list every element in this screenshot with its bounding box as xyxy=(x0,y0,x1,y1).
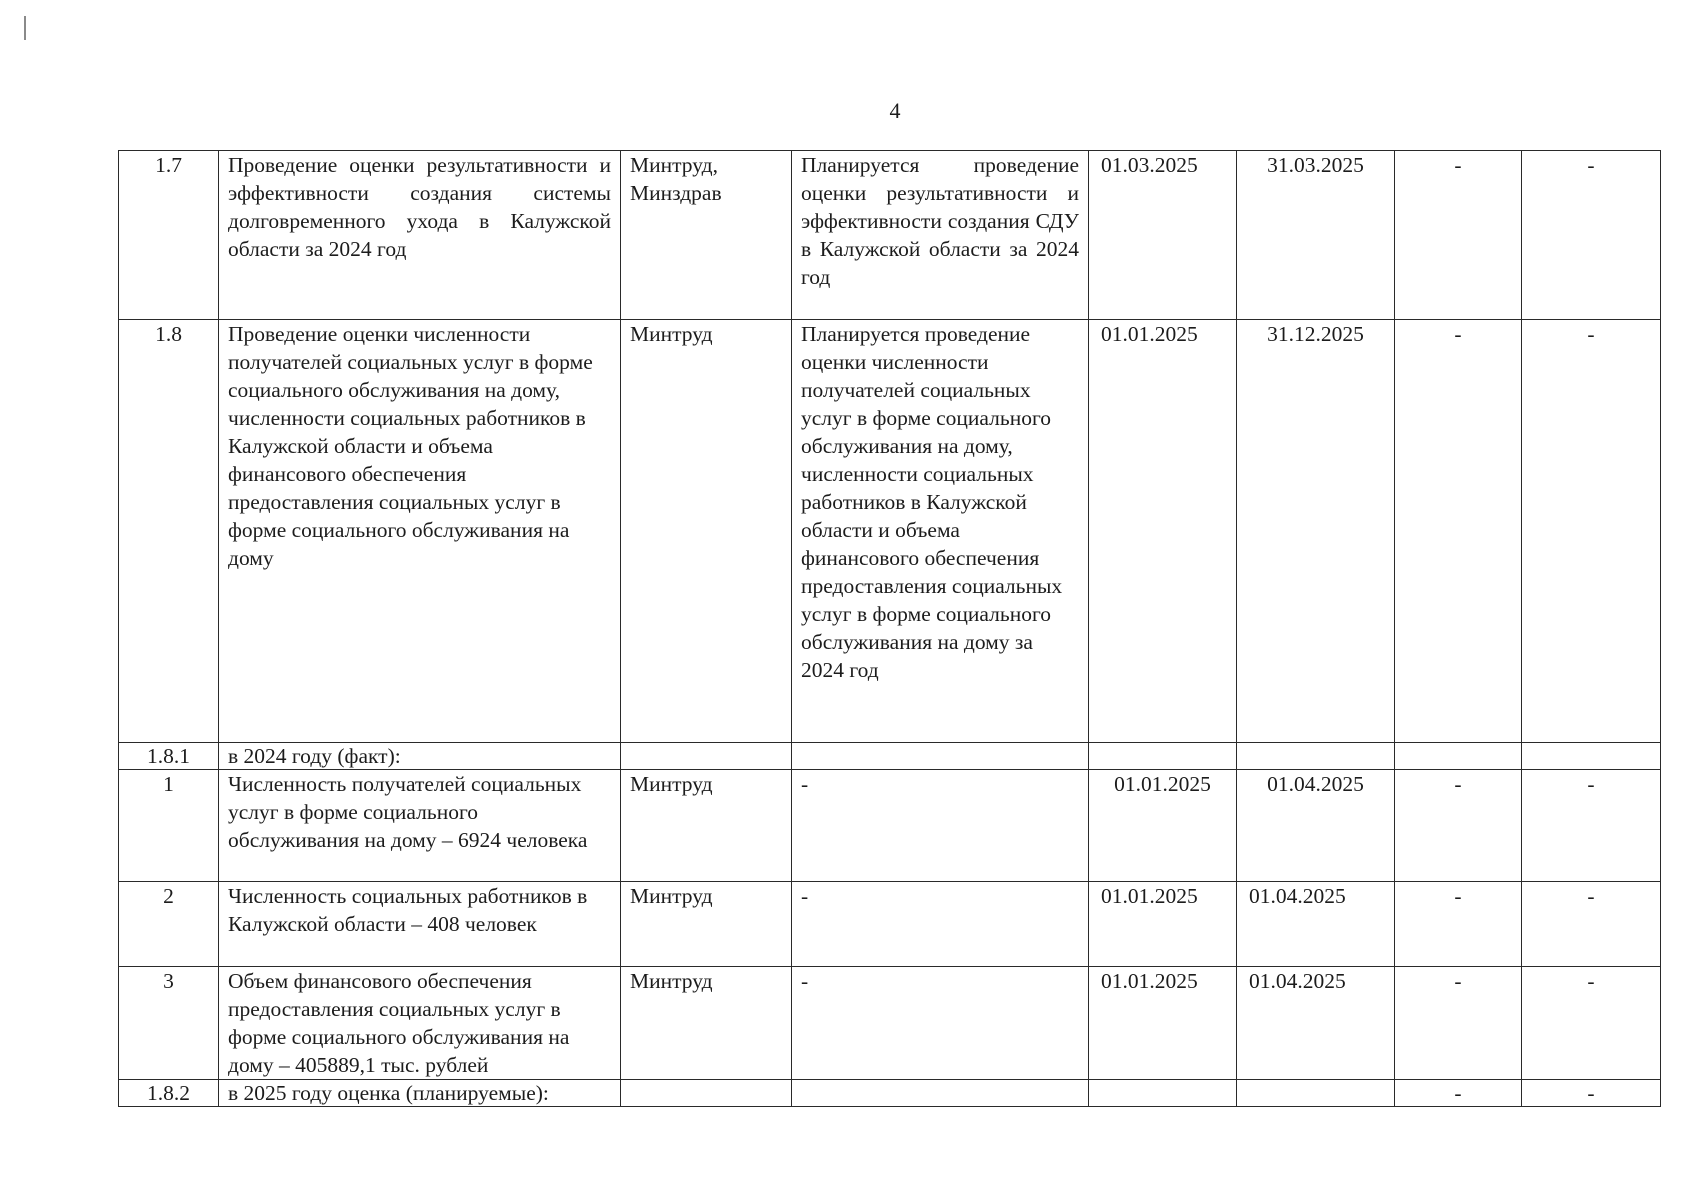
scan-artifact-mark xyxy=(24,16,26,40)
start-date-cell xyxy=(1089,1080,1237,1107)
event-cell: Объем финансового обеспечения предоставления социальных услуг в форме социального обслуживания на дому – 405889,1 тыс. рублей xyxy=(219,967,621,1080)
row-number: 1 xyxy=(119,770,219,882)
result-cell: - xyxy=(792,967,1089,1080)
result-cell: - xyxy=(792,882,1089,967)
event-cell: в 2024 году (факт): xyxy=(219,743,621,770)
start-date-cell: 01.01.2025 xyxy=(1089,882,1237,967)
column-8-cell: - xyxy=(1522,151,1661,320)
event-cell: Численность получателей социальных услуг в форме социального обслуживания на дому – 6924 человека xyxy=(219,770,621,882)
column-7-cell: - xyxy=(1395,882,1522,967)
start-date-cell: 01.03.2025 xyxy=(1089,151,1237,320)
end-date-cell: 01.04.2025 xyxy=(1237,770,1395,882)
end-date-cell xyxy=(1237,1080,1395,1107)
table-row xyxy=(119,151,1661,320)
end-date-cell: 31.03.2025 xyxy=(1237,151,1395,320)
plan-table xyxy=(118,150,1661,1107)
responsible-cell: Минтруд xyxy=(621,320,792,743)
row-number: 1.8.1 xyxy=(119,743,219,770)
column-8-cell: - xyxy=(1522,1080,1661,1107)
start-date-cell: 01.01.2025 xyxy=(1089,967,1237,1080)
end-date-cell: 01.04.2025 xyxy=(1237,967,1395,1080)
end-date-cell: 01.04.2025 xyxy=(1237,882,1395,967)
column-8-cell: - xyxy=(1522,770,1661,882)
row-number: 2 xyxy=(119,882,219,967)
column-7-cell xyxy=(1395,743,1522,770)
column-8-cell xyxy=(1522,743,1661,770)
responsible-cell: Минтруд xyxy=(621,770,792,882)
responsible-cell xyxy=(621,743,792,770)
column-8-cell: - xyxy=(1522,967,1661,1080)
row-number: 1.8 xyxy=(119,320,219,743)
column-7-cell: - xyxy=(1395,967,1522,1080)
column-7-cell: - xyxy=(1395,1080,1522,1107)
result-cell xyxy=(792,743,1089,770)
row-number: 1.8.2 xyxy=(119,1080,219,1107)
row-number: 3 xyxy=(119,967,219,1080)
page-number: 4 xyxy=(889,98,901,123)
column-7-cell: - xyxy=(1395,320,1522,743)
table-row xyxy=(119,770,1661,882)
table-row xyxy=(119,1080,1661,1107)
end-date-cell xyxy=(1237,743,1395,770)
event-cell: Проведение оценки численности получателей социальных услуг в форме социального обслуживания на дому, численности социальных работников в Калужской области и объема финансового обеспечения предоставления социальных услуг в форме социального обслуживания на дому xyxy=(219,320,621,743)
responsible-cell: Минтруд xyxy=(621,882,792,967)
responsible-cell: Минтруд, Минздрав xyxy=(621,151,792,320)
start-date-cell: 01.01.2025 xyxy=(1089,320,1237,743)
table-row xyxy=(119,967,1661,1080)
table-row xyxy=(119,320,1661,743)
row-number: 1.7 xyxy=(119,151,219,320)
result-cell: Планируется проведение оценки численности получателей социальных услуг в форме социального обслуживания на дому, численности социальных работников в Калужской области и объема финансового обеспечения предоставления социальных услуг в форме социального обслуживания на дому за 2024 год xyxy=(792,320,1089,743)
event-cell: в 2025 году оценка (планируемые): xyxy=(219,1080,621,1107)
column-8-cell: - xyxy=(1522,882,1661,967)
responsible-cell xyxy=(621,1080,792,1107)
responsible-cell: Минтруд xyxy=(621,967,792,1080)
event-cell: Численность социальных работников в Калужской области – 408 человек xyxy=(219,882,621,967)
table-row xyxy=(119,743,1661,770)
start-date-cell xyxy=(1089,743,1237,770)
result-cell: - xyxy=(792,770,1089,882)
event-cell: Проведение оценки результативности и эффективности создания системы долговременного ухода в Калужской области за 2024 год xyxy=(219,151,621,320)
result-cell xyxy=(792,1080,1089,1107)
column-7-cell: - xyxy=(1395,770,1522,882)
column-7-cell: - xyxy=(1395,151,1522,320)
end-date-cell: 31.12.2025 xyxy=(1237,320,1395,743)
result-cell: Планируется проведение оценки результативности и эффективности создания СДУ в Калужской области за 2024 год xyxy=(792,151,1089,320)
start-date-cell: 01.01.2025 xyxy=(1089,770,1237,882)
table-row xyxy=(119,882,1661,967)
column-8-cell: - xyxy=(1522,320,1661,743)
